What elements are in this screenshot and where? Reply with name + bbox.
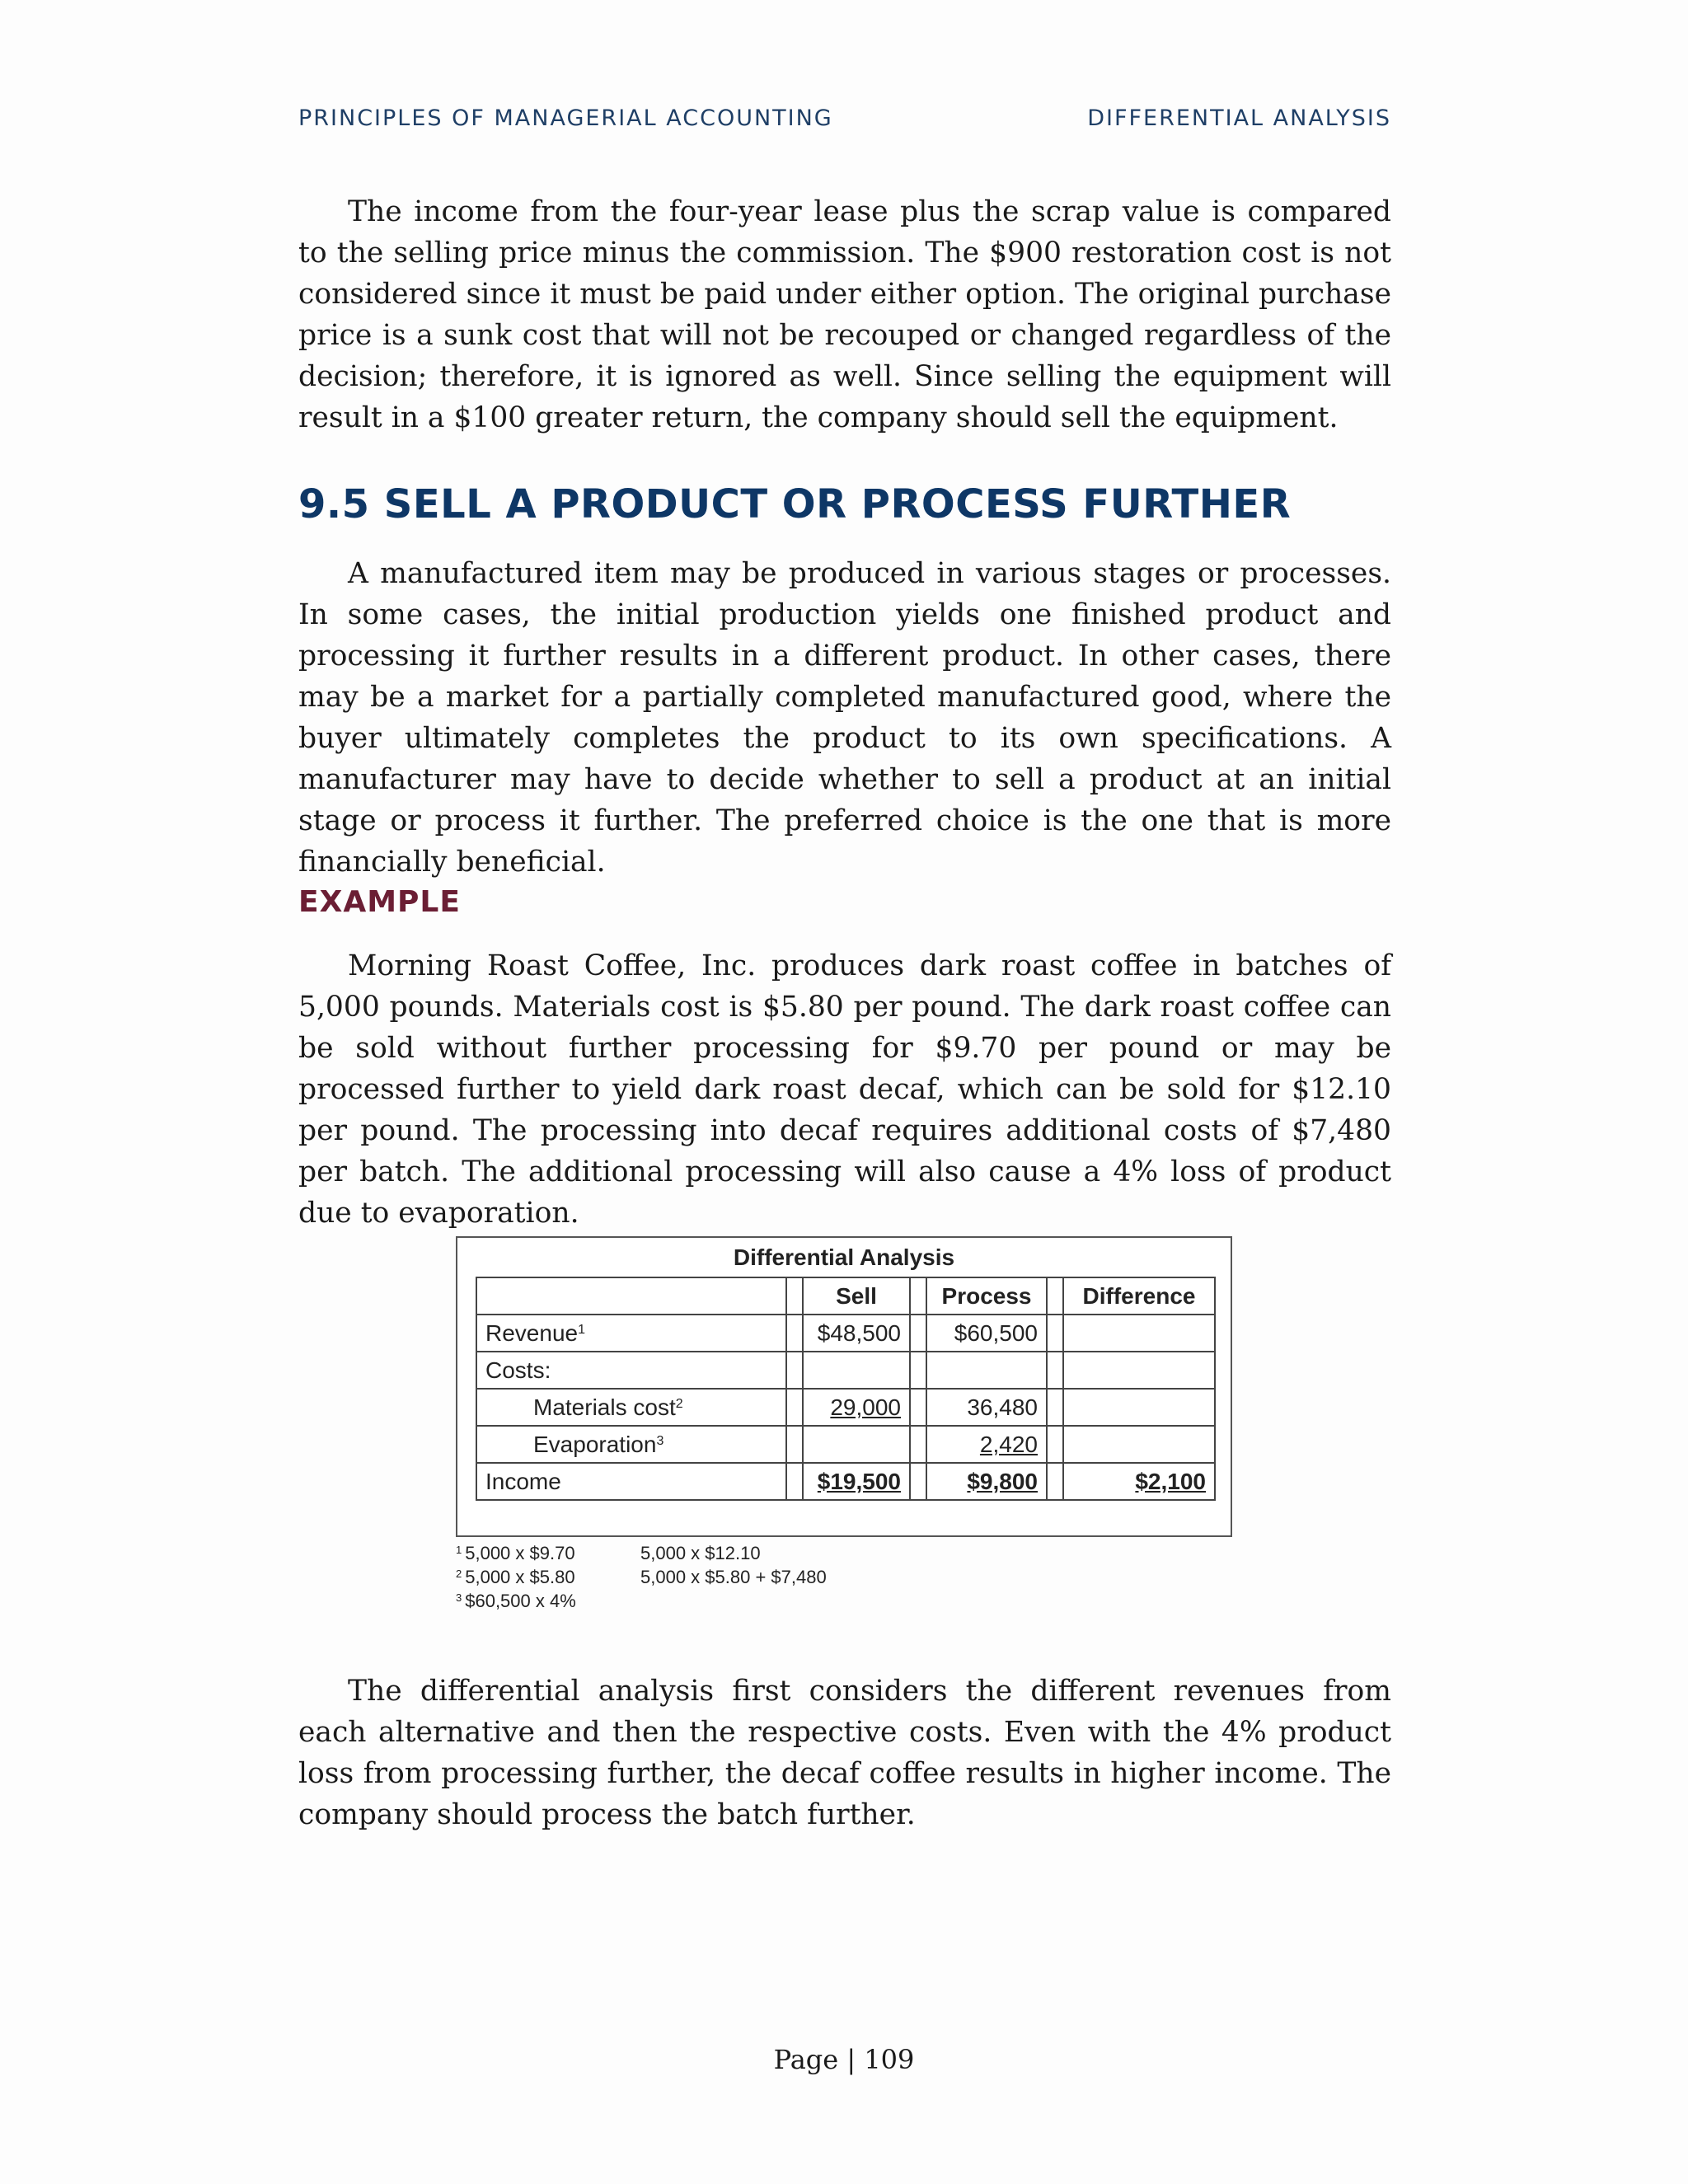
cell-income-process: $9,800 bbox=[926, 1463, 1047, 1500]
example-label: EXAMPLE bbox=[298, 885, 461, 919]
running-header bbox=[298, 105, 1391, 131]
paragraph-analysis-conclusion: The differential analysis first considers the different revenues from each alternative and then the respective costs. Even with the 4% product loss from processing further, the decaf coffee results in higher income. The company should process the batch further. bbox=[298, 1675, 1391, 1831]
footnote-2: $^2$ 5,000 x $5.80 5,000 x $5.80 + $7,480 bbox=[456, 1567, 827, 1587]
table-cell-blank bbox=[476, 1277, 786, 1315]
table-row-evaporation bbox=[476, 1426, 1215, 1463]
table-row-income bbox=[476, 1463, 1215, 1500]
column-header-process: Process bbox=[926, 1277, 1047, 1315]
cell-income-sell: $19,500 bbox=[803, 1463, 910, 1500]
column-header-difference: Difference bbox=[1063, 1277, 1215, 1315]
footnote-1: $^1$ 5,000 x $9.70 5,000 x $12.10 bbox=[456, 1543, 761, 1563]
cell-materials-sell: 29,000 bbox=[803, 1389, 910, 1426]
row-label-evaporation: Evaporation$^3$ bbox=[476, 1426, 786, 1463]
differential-analysis-table bbox=[476, 1277, 1216, 1501]
table-header-row bbox=[476, 1277, 1215, 1315]
cell-evaporation-difference bbox=[1063, 1426, 1215, 1463]
table-row-revenue bbox=[476, 1315, 1215, 1352]
cell-income-difference: $2,100 bbox=[1063, 1463, 1215, 1500]
paragraph-lease-comparison: The income from the four-year lease plus the scrap value is compared to the selling price minus the commission. The $900 restoration cost is not considered since it must be paid under either option. The original purchase price is a sunk cost that will not be recouped or changed regardless of the decision; therefore, it is ignored as well. Since selling the equipment will result in a $100 greater return, the company should sell the equipment. bbox=[298, 195, 1391, 434]
table-row-materials-cost bbox=[476, 1389, 1215, 1426]
table-title: Differential Analysis bbox=[733, 1244, 955, 1270]
row-label-income: Income bbox=[476, 1463, 786, 1500]
cell-revenue-sell: $48,500 bbox=[803, 1315, 910, 1352]
row-label-revenue: Revenue$^1$ bbox=[476, 1315, 786, 1352]
differential-analysis-table-box bbox=[456, 1236, 1232, 1537]
row-label-costs: Costs: bbox=[476, 1352, 786, 1389]
page-number: Page | 109 bbox=[773, 2044, 915, 2075]
paragraph-sell-or-process-intro: A manufactured item may be produced in various stages or processes. In some cases, the initial production yields one finished product and processing it further results in a different product. In other cases, there may be a market for a partially completed manufactured good, where the buyer ultimately completes the product to its own specifications. A manufacturer may have to decide whether to sell a product at an initial stage or process it further. The preferred choice is the one that is more financially beneficial. bbox=[298, 557, 1391, 879]
cell-evaporation-process: 2,420 bbox=[926, 1426, 1047, 1463]
cell-materials-process: 36,480 bbox=[926, 1389, 1047, 1426]
table-row-costs bbox=[476, 1352, 1215, 1389]
section-heading: 9.5 SELL A PRODUCT OR PROCESS FURTHER bbox=[298, 481, 1292, 527]
header-chapter-title: DIFFERENTIAL ANALYSIS bbox=[1087, 105, 1391, 131]
cell-revenue-process: $60,500 bbox=[926, 1315, 1047, 1352]
row-label-materials-cost: Materials cost$^2$ bbox=[476, 1389, 786, 1426]
paragraph-example-coffee: Morning Roast Coffee, Inc. produces dark roast coffee in batches of 5,000 pounds. Materials cost is $5.80 per pound. The dark roast coffee can be sold without further processing for $9.70 per pound or may be processed further to yield dark roast decaf, which can be sold for $12.10 per pound. The processing into decaf requires additional costs of $7,480 per batch. The additional processing will also cause a 4% loss of product due to evaporation. bbox=[298, 949, 1391, 1230]
cell-revenue-difference bbox=[1063, 1315, 1215, 1352]
table-footnotes bbox=[456, 1541, 827, 1613]
cell-materials-difference bbox=[1063, 1389, 1215, 1426]
column-header-sell: Sell bbox=[803, 1277, 910, 1315]
header-book-title: PRINCIPLES OF MANAGERIAL ACCOUNTING bbox=[298, 105, 833, 131]
cell-evaporation-sell bbox=[803, 1426, 910, 1463]
footnote-3: $^3$ $60,500 x 4% bbox=[456, 1591, 576, 1611]
